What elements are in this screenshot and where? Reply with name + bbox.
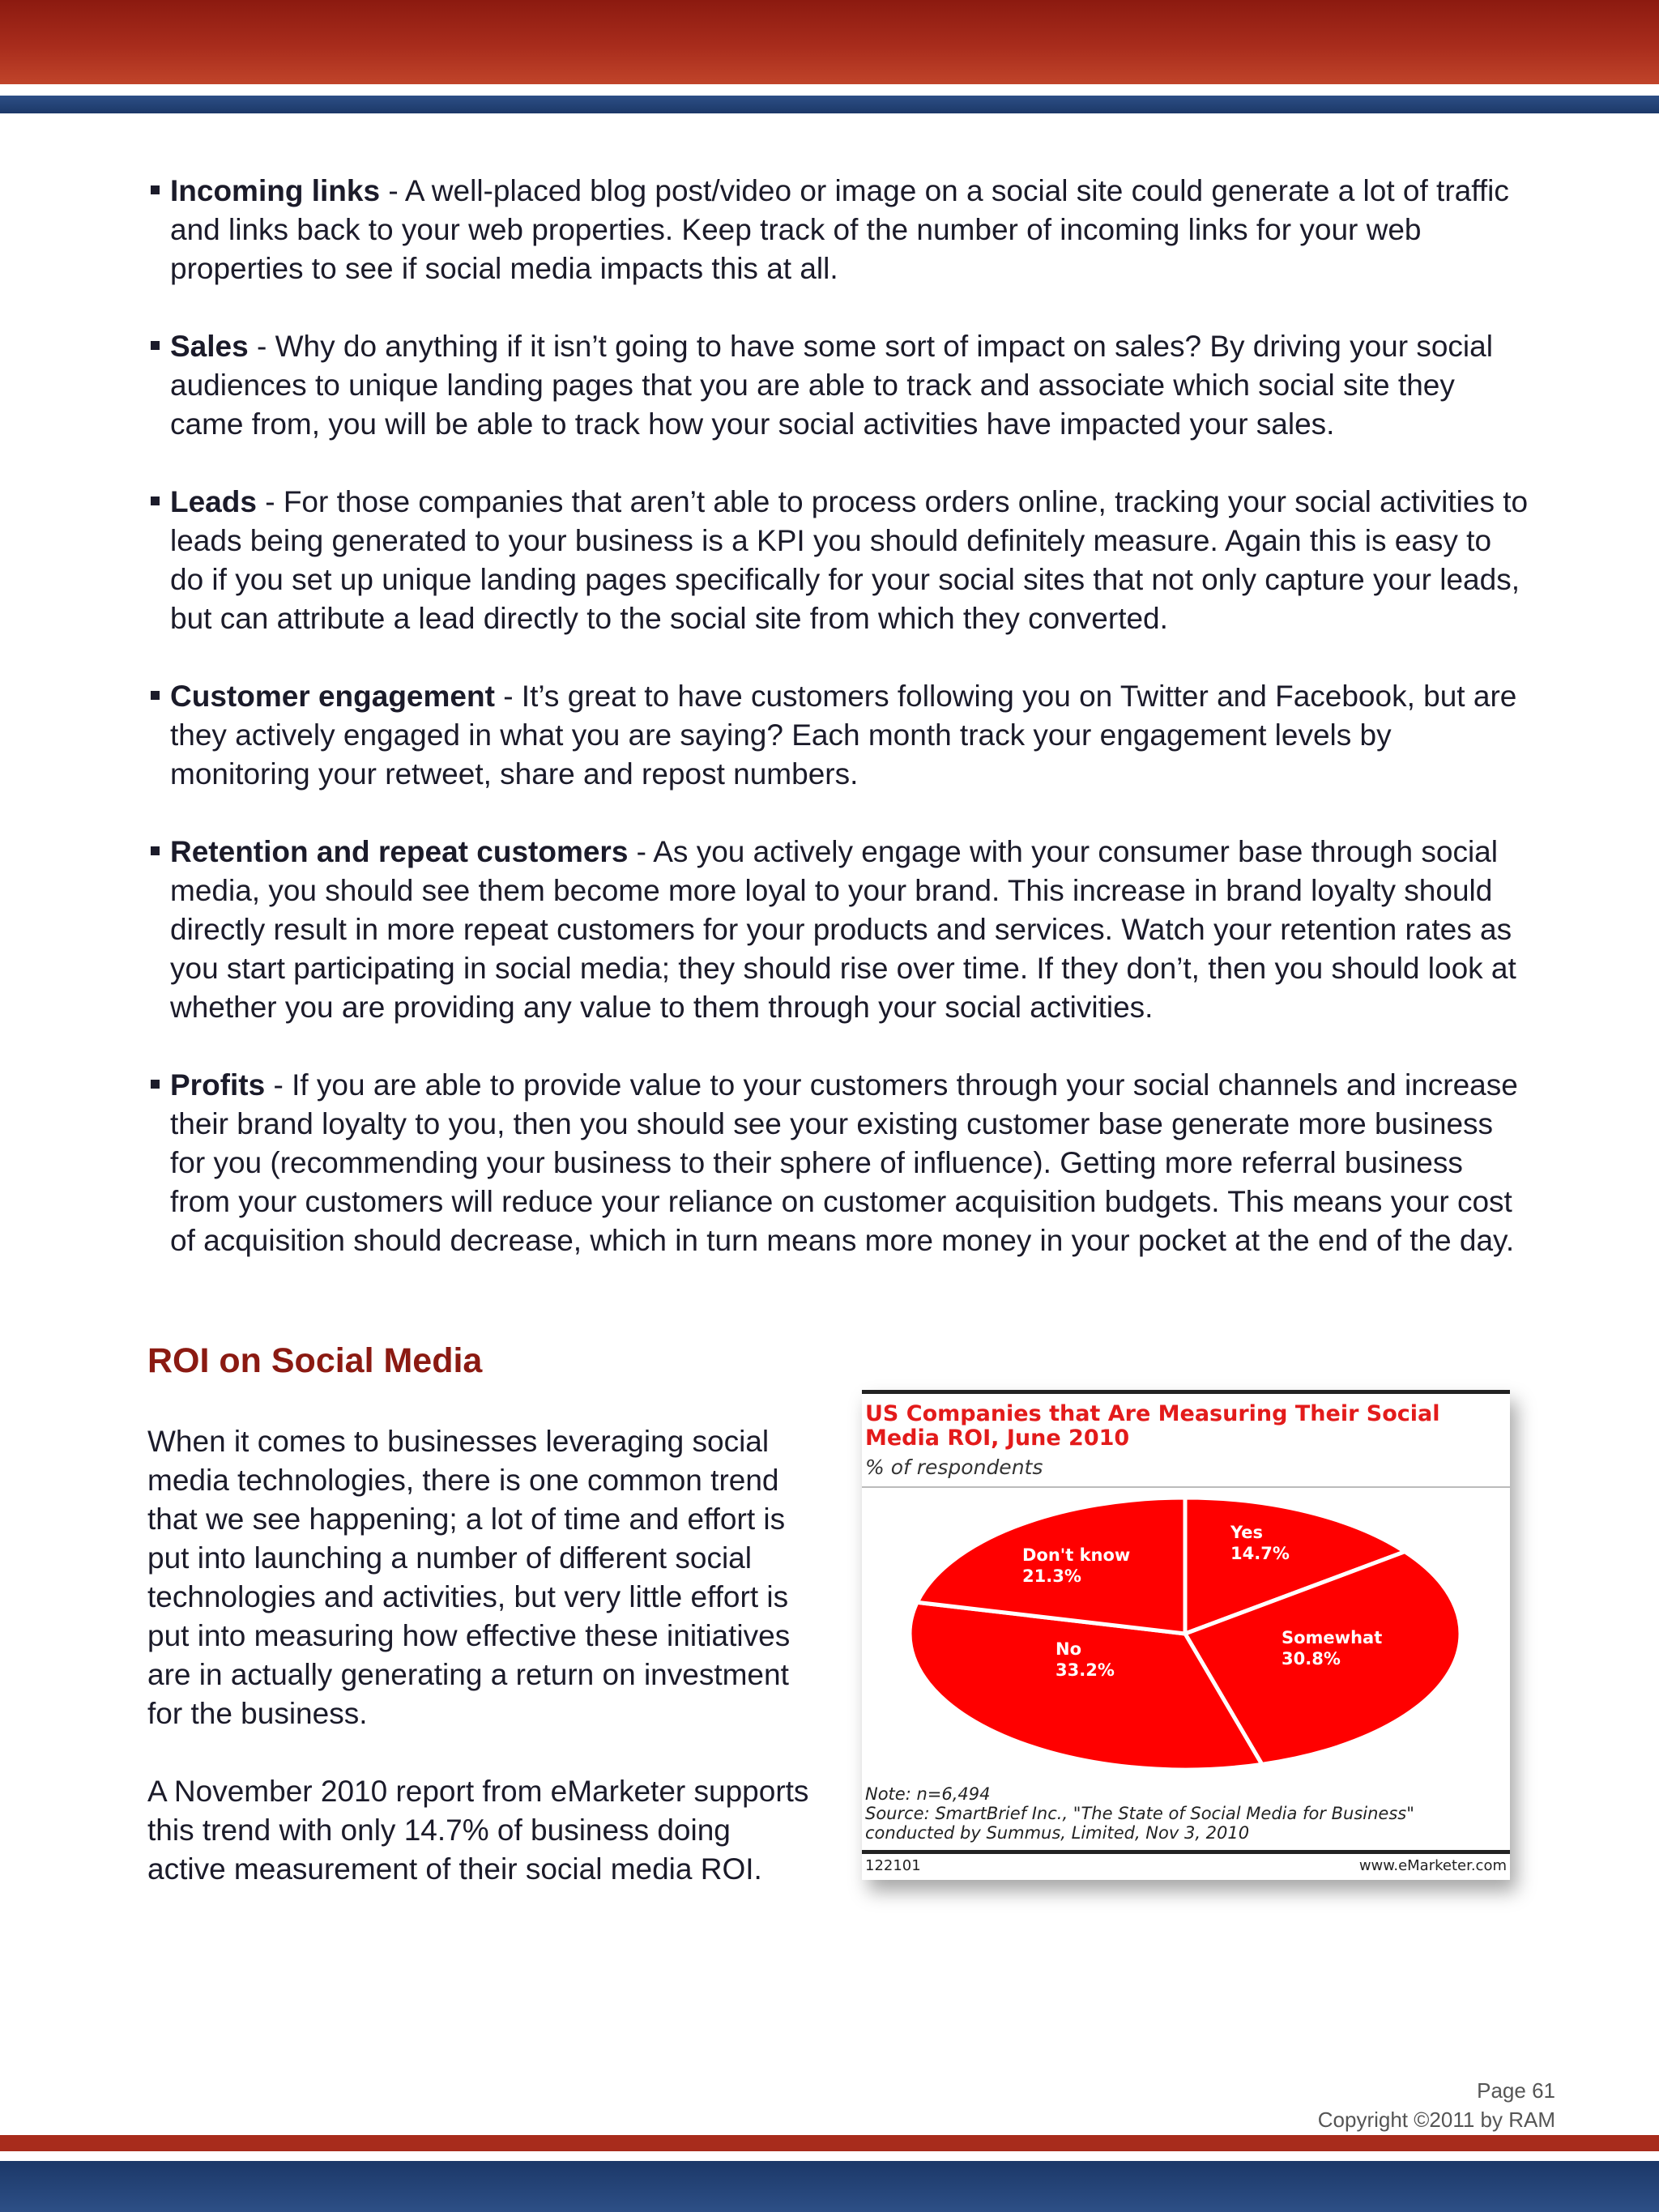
section-body <box>147 1422 812 1928</box>
chart-note-sample: Note: n=6,494 <box>865 1784 991 1804</box>
bullet-term: Incoming links <box>170 174 381 207</box>
bullet-term: Leads <box>170 485 257 518</box>
bullet-item <box>170 483 1531 638</box>
roi-pie-chart-figure <box>862 1390 1510 1880</box>
bullet-term: Customer engagement <box>170 680 495 713</box>
pie-label: Don't know <box>1022 1545 1131 1565</box>
bullet-text: - If you are able to provide value to your customers through your social channels and increase their brand loyalty to you, then you should see your existing customer base generate more business for you (recommending your business to their sphere of influence). Getting more referral business from your customers will reduce your reliance on customer acquisition budgets. This means your cost of acquisition should decrease, which in turn means more money in your pocket at the end of the day. <box>170 1068 1518 1257</box>
footer-band <box>0 2161 1659 2212</box>
bullet-square-icon <box>151 185 160 194</box>
header-band <box>0 0 1659 84</box>
bullet-square-icon <box>151 1080 160 1089</box>
pie-value-label: 33.2% <box>1056 1660 1115 1680</box>
page-number: Page 61 <box>1477 2078 1555 2103</box>
bullet-term: Profits <box>170 1068 266 1102</box>
bullet-item <box>170 172 1531 288</box>
bullet-term: Retention and repeat customers <box>170 835 629 868</box>
pie-value-label: 21.3% <box>1022 1566 1081 1586</box>
bullet-term: Sales <box>170 330 249 363</box>
bullet-item <box>170 1066 1531 1260</box>
header-stripe <box>0 96 1659 113</box>
pie-label: Somewhat <box>1282 1628 1383 1647</box>
chart-brand: www.eMarketer.com <box>1358 1857 1507 1874</box>
footer-divider <box>0 2151 1659 2161</box>
bullet-text: - A well-placed blog post/video or image on a social site could generate a lot of traffic and links back to your web properties. Keep track of the number of incoming links for your web properties to see if social media impacts this at all. <box>170 174 1509 285</box>
chart-id: 122101 <box>865 1857 921 1874</box>
bullet-text: - For those companies that aren’t able to process orders online, tracking your social activities to leads being generated to your business is a KPI you should definitely measure. Again this is easy to do if you set up unique landing pages specifically for your social sites that not only capture your leads, but can attribute a lead directly to the social site from which they converted. <box>170 485 1529 635</box>
chart-divider <box>862 1486 1510 1488</box>
kpi-bullet-list <box>170 172 1531 1299</box>
bullet-square-icon <box>151 846 160 855</box>
body-paragraph: When it comes to businesses leveraging social media technologies, there is one common trend that we see happening; a lot of time and effort is put into launching a number of different social technologies and activities, but very little effort is put into measuring how effective these initiatives are in actually generating a return on investment for the business. <box>147 1425 791 1730</box>
copyright-notice: Copyright ©2011 by RAM <box>1317 2108 1555 2132</box>
bullet-item <box>170 677 1531 794</box>
pie-value-label: 30.8% <box>1282 1649 1341 1669</box>
pie-chart <box>862 1490 1510 1781</box>
chart-subtitle: % of respondents <box>865 1455 1043 1479</box>
pie-label: No <box>1056 1639 1082 1659</box>
bullet-text: - Why do anything if it isn’t going to have some sort of impact on sales? By driving your social audiences to unique landing pages that you are able to track and associate which social site they came from, you will be able to track how your social activities have impacted your sales. <box>170 330 1493 441</box>
pie-label: Yes <box>1230 1523 1264 1542</box>
chart-note <box>865 1784 1505 1843</box>
body-paragraph: A November 2010 report from eMarketer supports this trend with only 14.7% of business doing active measurement of their social media ROI. <box>147 1775 809 1886</box>
bullet-square-icon <box>151 691 160 700</box>
pie-value-label: 14.7% <box>1230 1544 1290 1563</box>
bullet-square-icon <box>151 497 160 505</box>
bullet-item <box>170 833 1531 1027</box>
bullet-square-icon <box>151 341 160 350</box>
bullet-text: - It’s great to have customers following you on Twitter and Facebook, but are they actively engaged in what you are saying? Each month track your engagement levels by monitoring your retweet, share and repost numbers. <box>170 680 1517 791</box>
chart-title: US Companies that Are Measuring Their Social Media ROI, June 2010 <box>865 1401 1440 1451</box>
footer-stripe-red <box>0 2135 1659 2151</box>
header-divider <box>0 84 1659 96</box>
chart-footer-rule <box>862 1850 1510 1854</box>
bullet-item <box>170 327 1531 444</box>
chart-source: Source: SmartBrief Inc., "The State of Social Media for Business" conducted by Summus, Limited, Nov 3, 2010 <box>865 1804 1414 1843</box>
section-heading: ROI on Social Media <box>147 1341 483 1380</box>
bullet-text: - As you actively engage with your consumer base through social media, you should see them become more loyal to your brand. This increase in brand loyalty should directly result in more repeat customers for your products and services. Watch your retention rates as you start participating in social media; they should rise over time. If they don’t, then you should look at whether you are providing any value to them through your social activities. <box>170 835 1516 1024</box>
